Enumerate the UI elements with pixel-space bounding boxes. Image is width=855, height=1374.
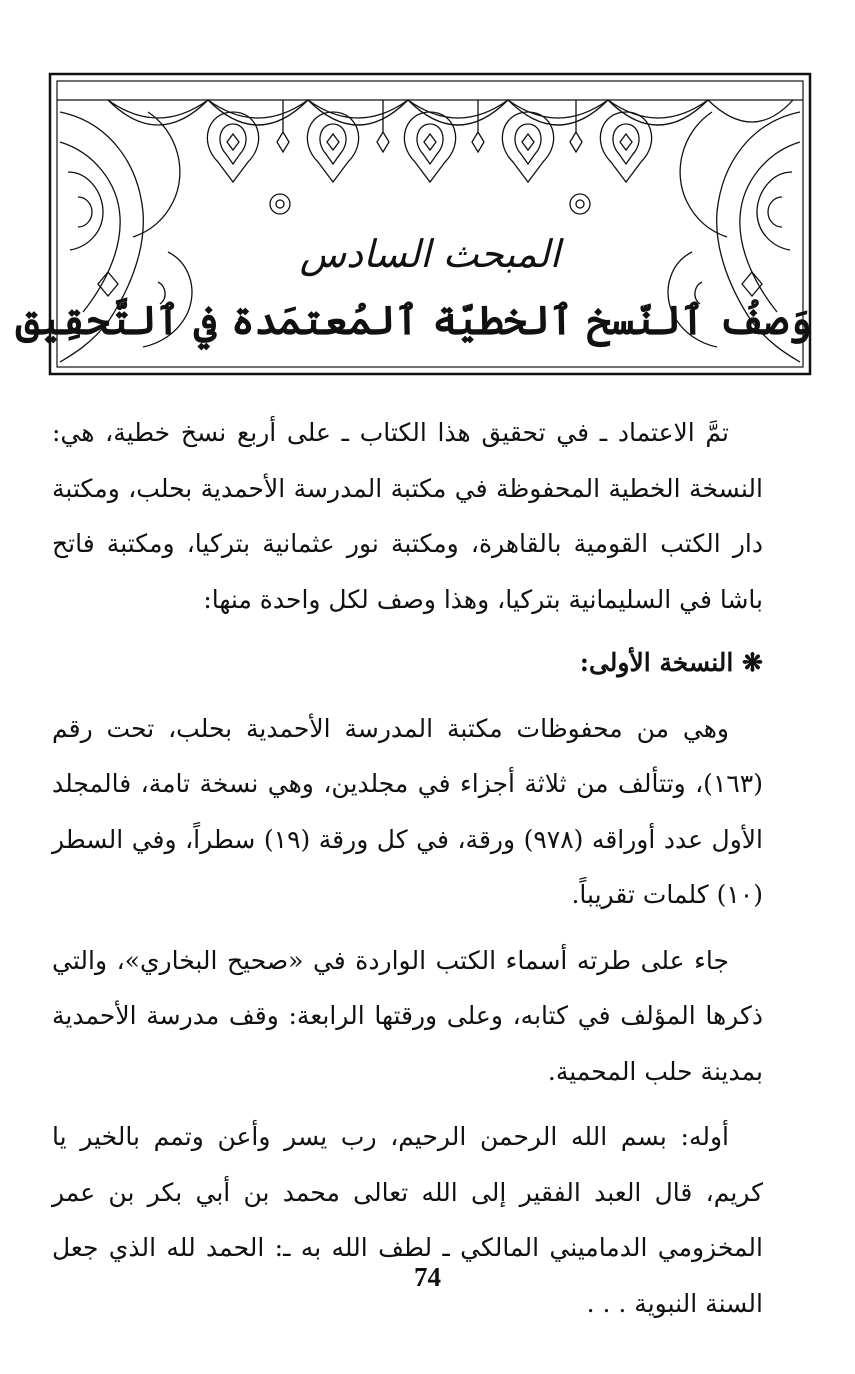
ornamental-header — [15, 72, 812, 377]
paragraph-first-copy-description: وهي من محفوظات مكتبة المدرسة الأحمدية بحلب، تحت رقم (١٦٣)، وتتألف من ثلاثة أجزاء في مجلدين، وهي نسخة تامة، فالمجلد الأول عدد أوراقه (٩٧٨) ورقة، في كل ورقة (١٩) سطراً، وفي السطر (١٠) كلمات تقريباً. — [52, 713, 763, 909]
paragraph-intro: تمَّ الاعتماد ـ في تحقيق هذا الكتاب ـ على أربع نسخ خطية، هي: النسخة الخطية المحفوظة في مكتبة المدرسة الأحمدية بحلب، ومكتبة دار الكتب القومية بالقاهرة، ومكتبة نور عثمانية بتركيا، ومكتبة فاتح باشا في السليمانية بتركيا، وهذا وصف لكل واحدة منها: — [52, 418, 763, 614]
chapter-subtitle: وَصفُ ٱلنّسخ ٱلخطيّة ٱلمُعتمَدة في ٱلتَّحقِيق — [15, 297, 812, 344]
body-text — [52, 405, 763, 1331]
section-heading-first-copy: ❋ النسخة الأولى: — [579, 648, 763, 677]
paragraph-incipit: أوله: بسم الله الرحمن الرحيم، رب يسر وأعن وتمم بالخير يا كريم، قال العبد الفقير إلى الله تعالى محمد بن أبي بكر بن عمر المخزومي الدماميني المالكي ـ لطف الله به ـ: الحمد لله الذي جعل السنة النبوية . . . — [52, 1122, 763, 1318]
page-number: 74 — [414, 1262, 441, 1292]
paragraph-title-page: جاء على طرته أسماء الكتب الواردة في «صحيح البخاري»، والتي ذكرها المؤلف في كتابه، وعلى ورقتها الرابعة: وقف مدرسة الأحمدية بمدينة حلب المحمية. — [52, 945, 763, 1086]
chapter-title: المبحث السادس — [299, 232, 561, 276]
